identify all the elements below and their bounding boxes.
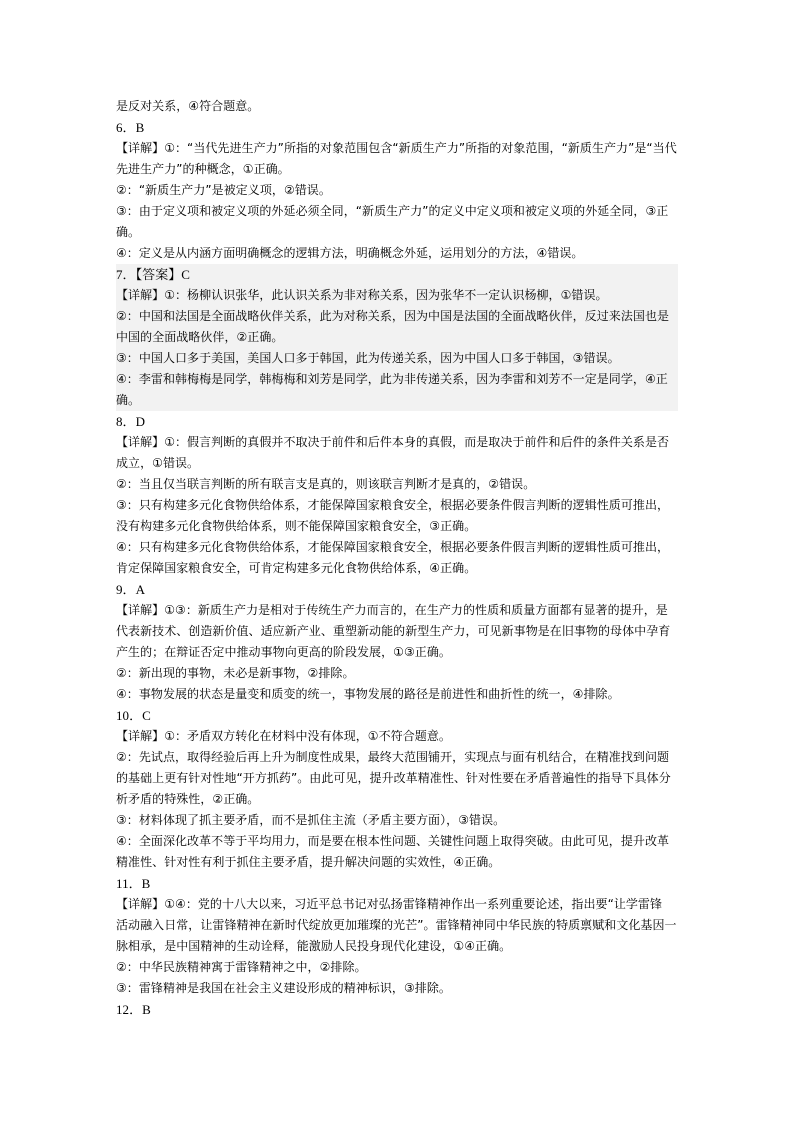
question-number: 7．【答案】C	[116, 267, 191, 282]
text-line: ③：材料体现了抓主要矛盾，而不是抓住主流（矛盾主要方面），③错误。	[116, 813, 506, 827]
text-line: 代表新技术、创造新价值、适应新产业、重塑新动能的新型生产力，可见新事物是在旧事物的母体中孕育	[116, 624, 671, 638]
text-line: 脉相承，是中国精神的生动诠释，能激励人民投身现代化建设，①④正确。	[116, 939, 512, 953]
question-number: 9．A	[116, 582, 146, 597]
text-line: ③：由于定义项和被定义项的外延必须全同，“新质生产力”的定义中定义项和被定义项的外延全同，③正	[116, 204, 669, 218]
text-line: 活动融入日常，让雷锋精神在新时代绽放更加璀璨的光芒”。雷锋精神同中华民族的特质禀赋和文化基因一	[116, 918, 677, 932]
text-line: 【详解】①③：新质生产力是相对于传统生产力而言的，在生产力的性质和质量方面都有显著的提升，是	[116, 603, 668, 617]
text-line: ②：先试点，取得经验后再上升为制度性成果，最终大范围铺开，实现点与面有机结合，在精准找到问题	[116, 750, 670, 764]
text-line: 的基础上更有针对性地“开方抓药”。由此可见，提升改革精准性、针对性要在矛盾普遍性的指导下具体分	[116, 771, 671, 785]
text-line: 确。	[116, 225, 141, 239]
text-line: 【详解】①：杨柳认识张华，此认识关系为非对称关系，因为张华不一定认识杨柳，①错误。	[116, 288, 608, 302]
text-line: ④：李雷和韩梅梅是同学，韩梅梅和刘芳是同学，此为非传递关系，因为李雷和刘芳不一定是同学，④正	[116, 372, 668, 386]
text-line: 确。	[116, 393, 141, 407]
text-line: ③：只有构建多元化食物供给体系，才能保障国家粮食安全，根据必要条件假言判断的逻辑性质可推出，	[116, 498, 670, 512]
question-number: 6．B	[116, 120, 145, 135]
text-line: ④：事物发展的状态是量变和质变的统一，事物发展的路径是前进性和曲折性的统一，④排除。	[116, 687, 620, 701]
text-line: 【详解】①：假言判断的真假并不取决于前件和后件本身的真假，而是取决于前件和后件的条件关系是否	[116, 435, 670, 449]
text-line: 中国的全面战略伙伴，②正确。	[116, 330, 284, 344]
text-line: 精准性、针对性有利于抓住主要矛盾，提升解决问题的实效性，④正确。	[116, 855, 501, 869]
text-line: 成立，①错误。	[116, 456, 200, 470]
text-line: ②：中华民族精神寓于雷锋精神之中，②排除。	[116, 960, 367, 974]
text-line: ②：当且仅当联言判断的所有联言支是真的，则该联言判断才是真的，②错误。	[116, 477, 536, 491]
text-line: ②：新出现的事物，未必是新事物，②排除。	[116, 666, 355, 680]
text-line: 肯定保障国家粮食安全，可肯定构建多元化食物供给体系，④正确。	[116, 561, 477, 575]
text-line: 【详解】①：矛盾双方转化在材料中没有体现，①不符合题意。	[116, 729, 451, 743]
text-line: 是反对关系，④符合题意。	[116, 99, 260, 113]
question-number: 12．B	[116, 1002, 151, 1017]
question-number: 8．D	[116, 414, 146, 429]
text-line: ④：只有构建多元化食物供给体系，才能保障国家粮食安全，根据必要条件假言判断的逻辑性质可推出，	[116, 540, 670, 554]
question-number: 11．B	[116, 876, 151, 891]
highlighted-answer-block	[116, 264, 678, 411]
text-line: ④：全面深化改革不等于平均用力，而是要在根本性问题、关键性问题上取得突破。由此可见，提升改革	[116, 834, 670, 848]
text-line: 先进生产力”的种概念，①正确。	[116, 162, 290, 176]
text-line: ②：中国和法国是全面战略伙伴关系，此为对称关系，因为中国是法国的全面战略伙伴，反过来法国也是	[116, 309, 670, 323]
text-line: ③：中国人口多于美国，美国人口多于韩国，此为传递关系，因为中国人口多于韩国，③错误。	[116, 351, 620, 365]
text-line: ④：定义是从内涵方面明确概念的逻辑方法，明确概念外延，运用划分的方法，④错误。	[116, 246, 584, 260]
answer-explanations	[116, 96, 678, 1020]
question-number: 10．C	[116, 708, 151, 723]
text-line: ②：“新质生产力”是被定义项，②错误。	[116, 183, 331, 197]
text-line: ③：雷锋精神是我国在社会主义建设形成的精神标识，③排除。	[116, 981, 451, 995]
text-line: 产生的；在辩证否定中推动事物向更高的阶段发展，①③正确。	[116, 645, 451, 659]
text-line: 【详解】①：“当代先进生产力”所指的对象范围包含“新质生产力”所指的对象范围，“新质生产力”是“当代	[116, 141, 677, 155]
text-line: 析矛盾的特殊性，②正确。	[116, 792, 260, 806]
text-line: 没有构建多元化食物供给体系，则不能保障国家粮食安全，③正确。	[116, 519, 477, 533]
text-line: 【详解】①④：党的十八大以来，习近平总书记对弘扬雷锋精神作出一系列重要论述，指出要“让学雷锋	[116, 897, 663, 911]
